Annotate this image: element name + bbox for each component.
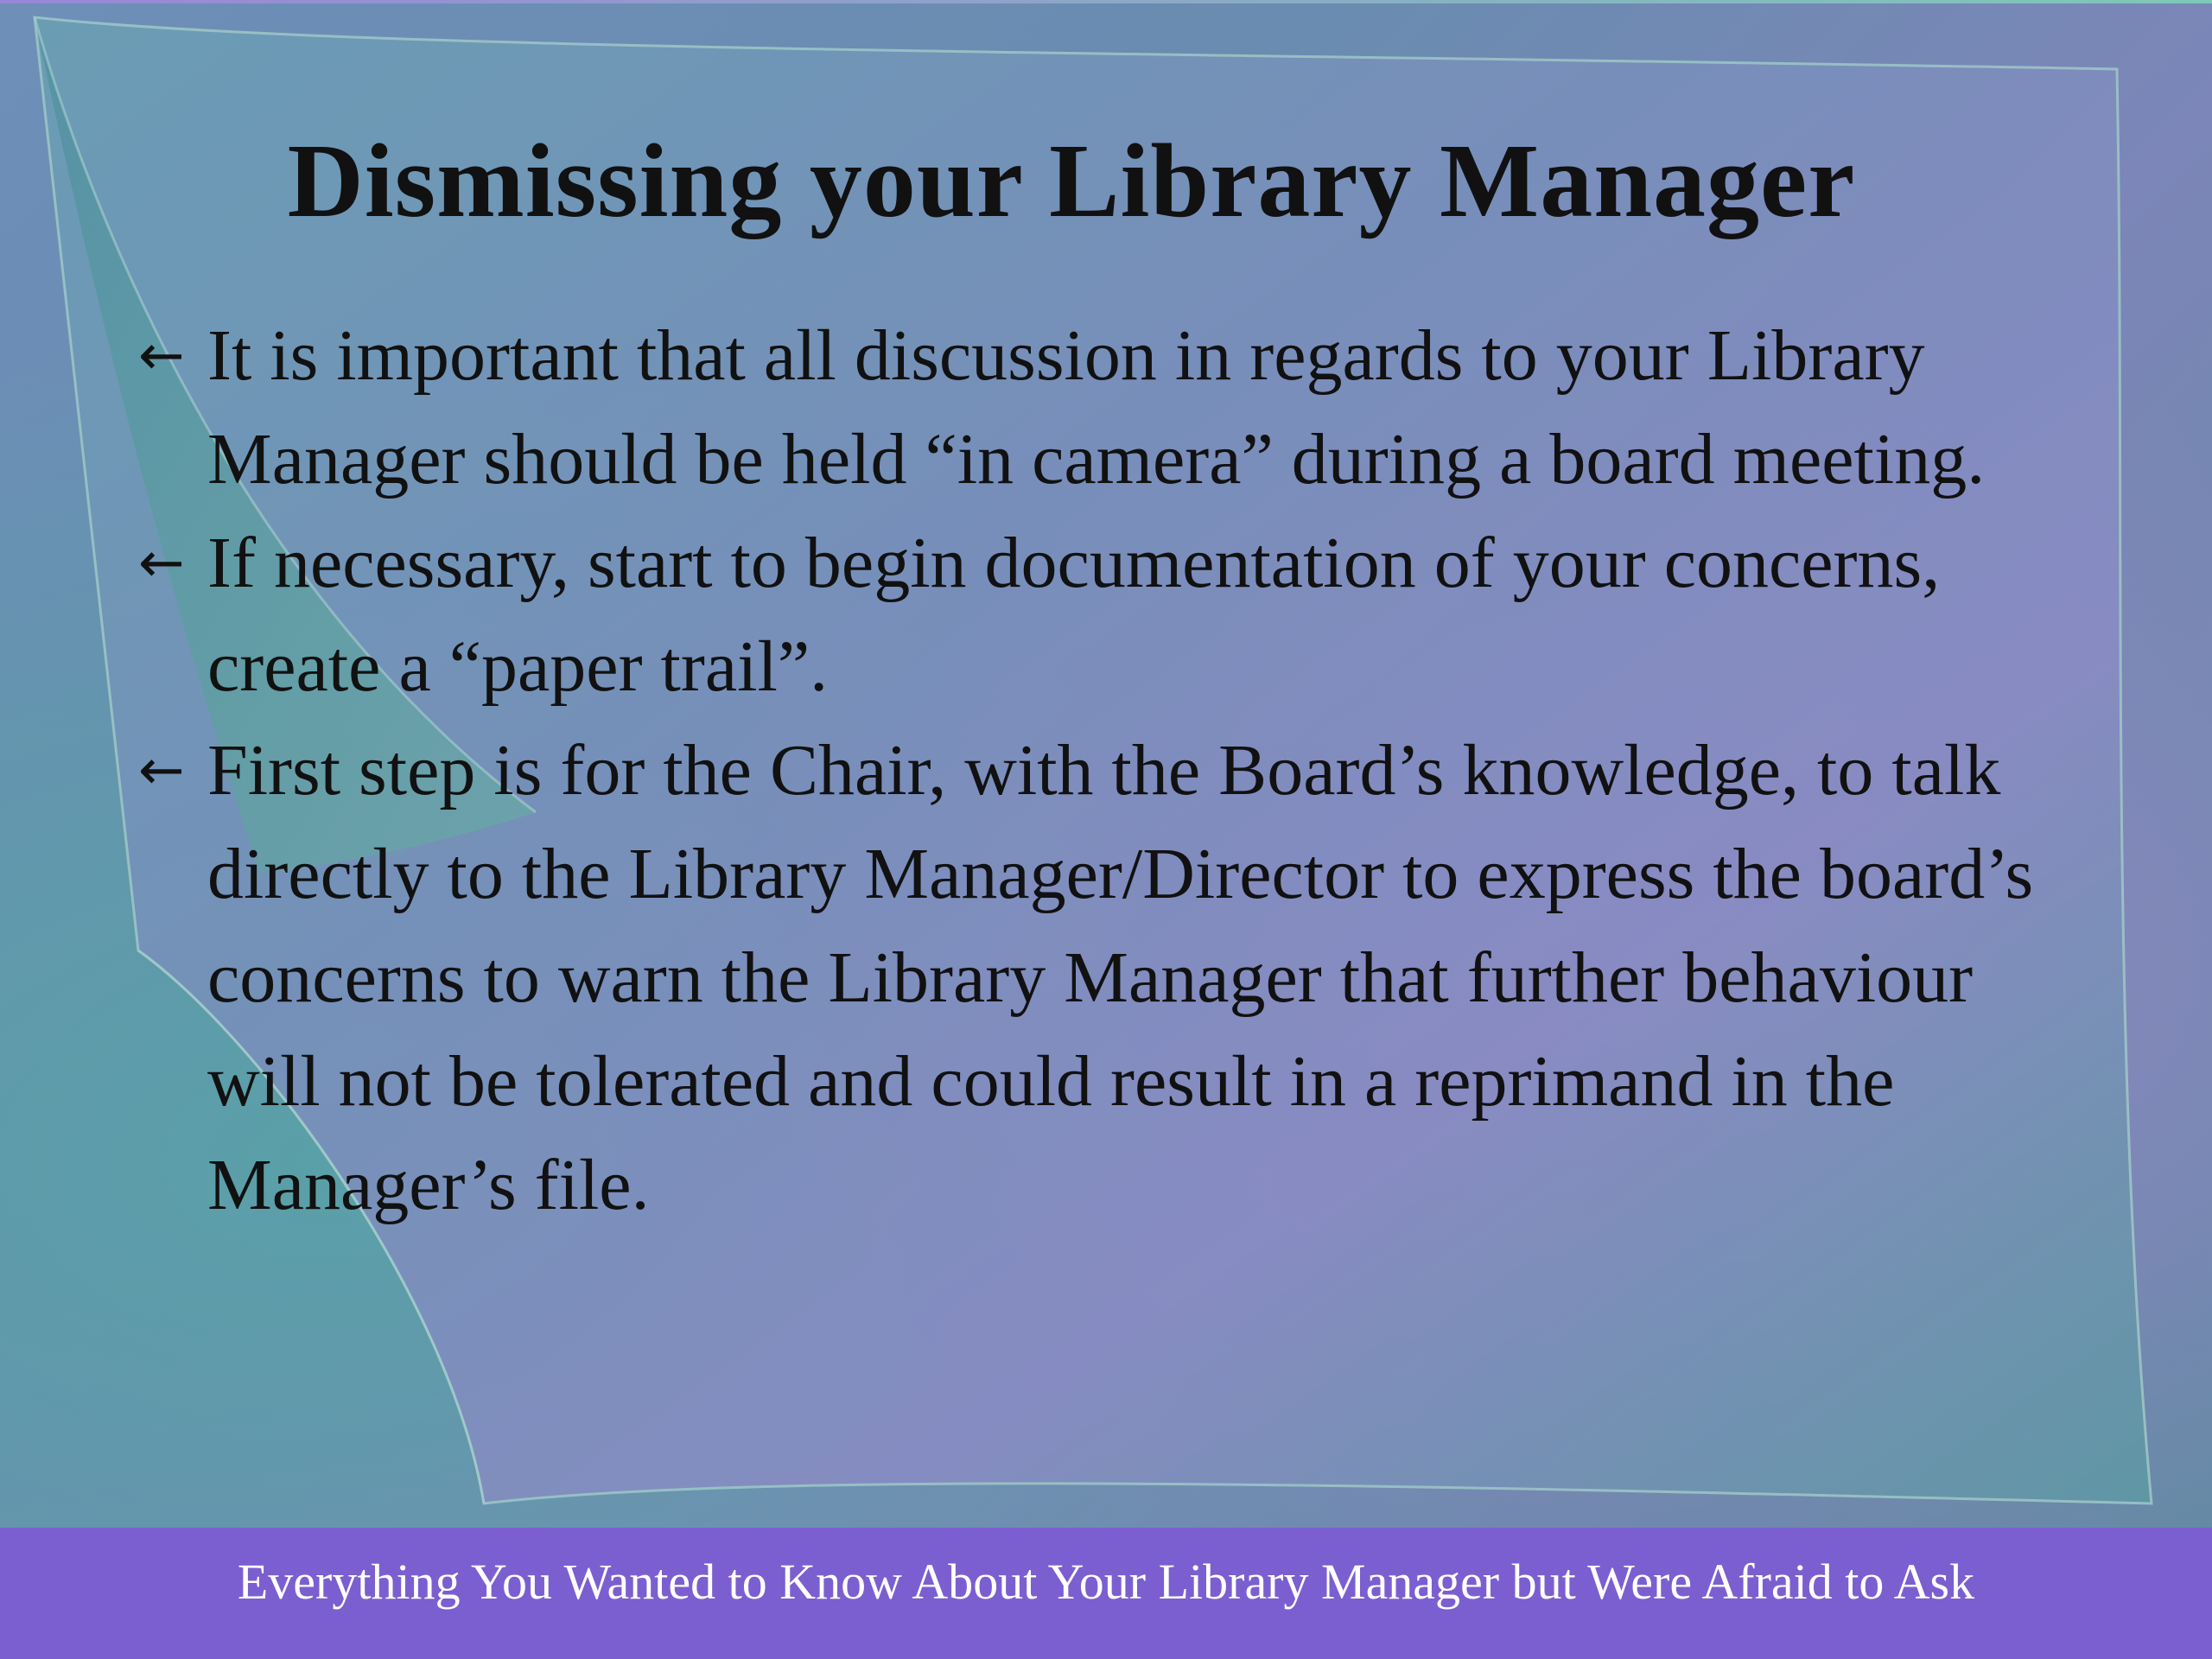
footer-text: Everything You Wanted to Know About Your Library Manager but Were Afraid to Ask (237, 1554, 1975, 1610)
bullet-item (138, 304, 2039, 512)
left-arrow-icon: ← (138, 324, 185, 388)
bullet-text: First step is for the Chair, with the Board’s knowledge, to talk directly to the Library Manager/Director to express the board’s concerns to warn the Library Manager that further behaviour will not be tolerated and could result in a reprimand in the Manager’s file. (207, 730, 2034, 1225)
slide-title: Dismissing your Library Manager (287, 123, 1856, 239)
bullet-list (138, 304, 2039, 1237)
bullet-item (138, 512, 2039, 719)
left-arrow-icon: ← (138, 739, 185, 803)
bullet-item (138, 719, 2039, 1237)
footer-bar (0, 1528, 2212, 1659)
left-arrow-icon: ← (138, 531, 185, 595)
bullet-text: If necessary, start to begin documentation of your concerns, create a “paper trail”. (207, 523, 1941, 707)
bullet-text: It is important that all discussion in regards to your Library Manager should be held “in camera” during a board meeting. (207, 315, 1986, 499)
